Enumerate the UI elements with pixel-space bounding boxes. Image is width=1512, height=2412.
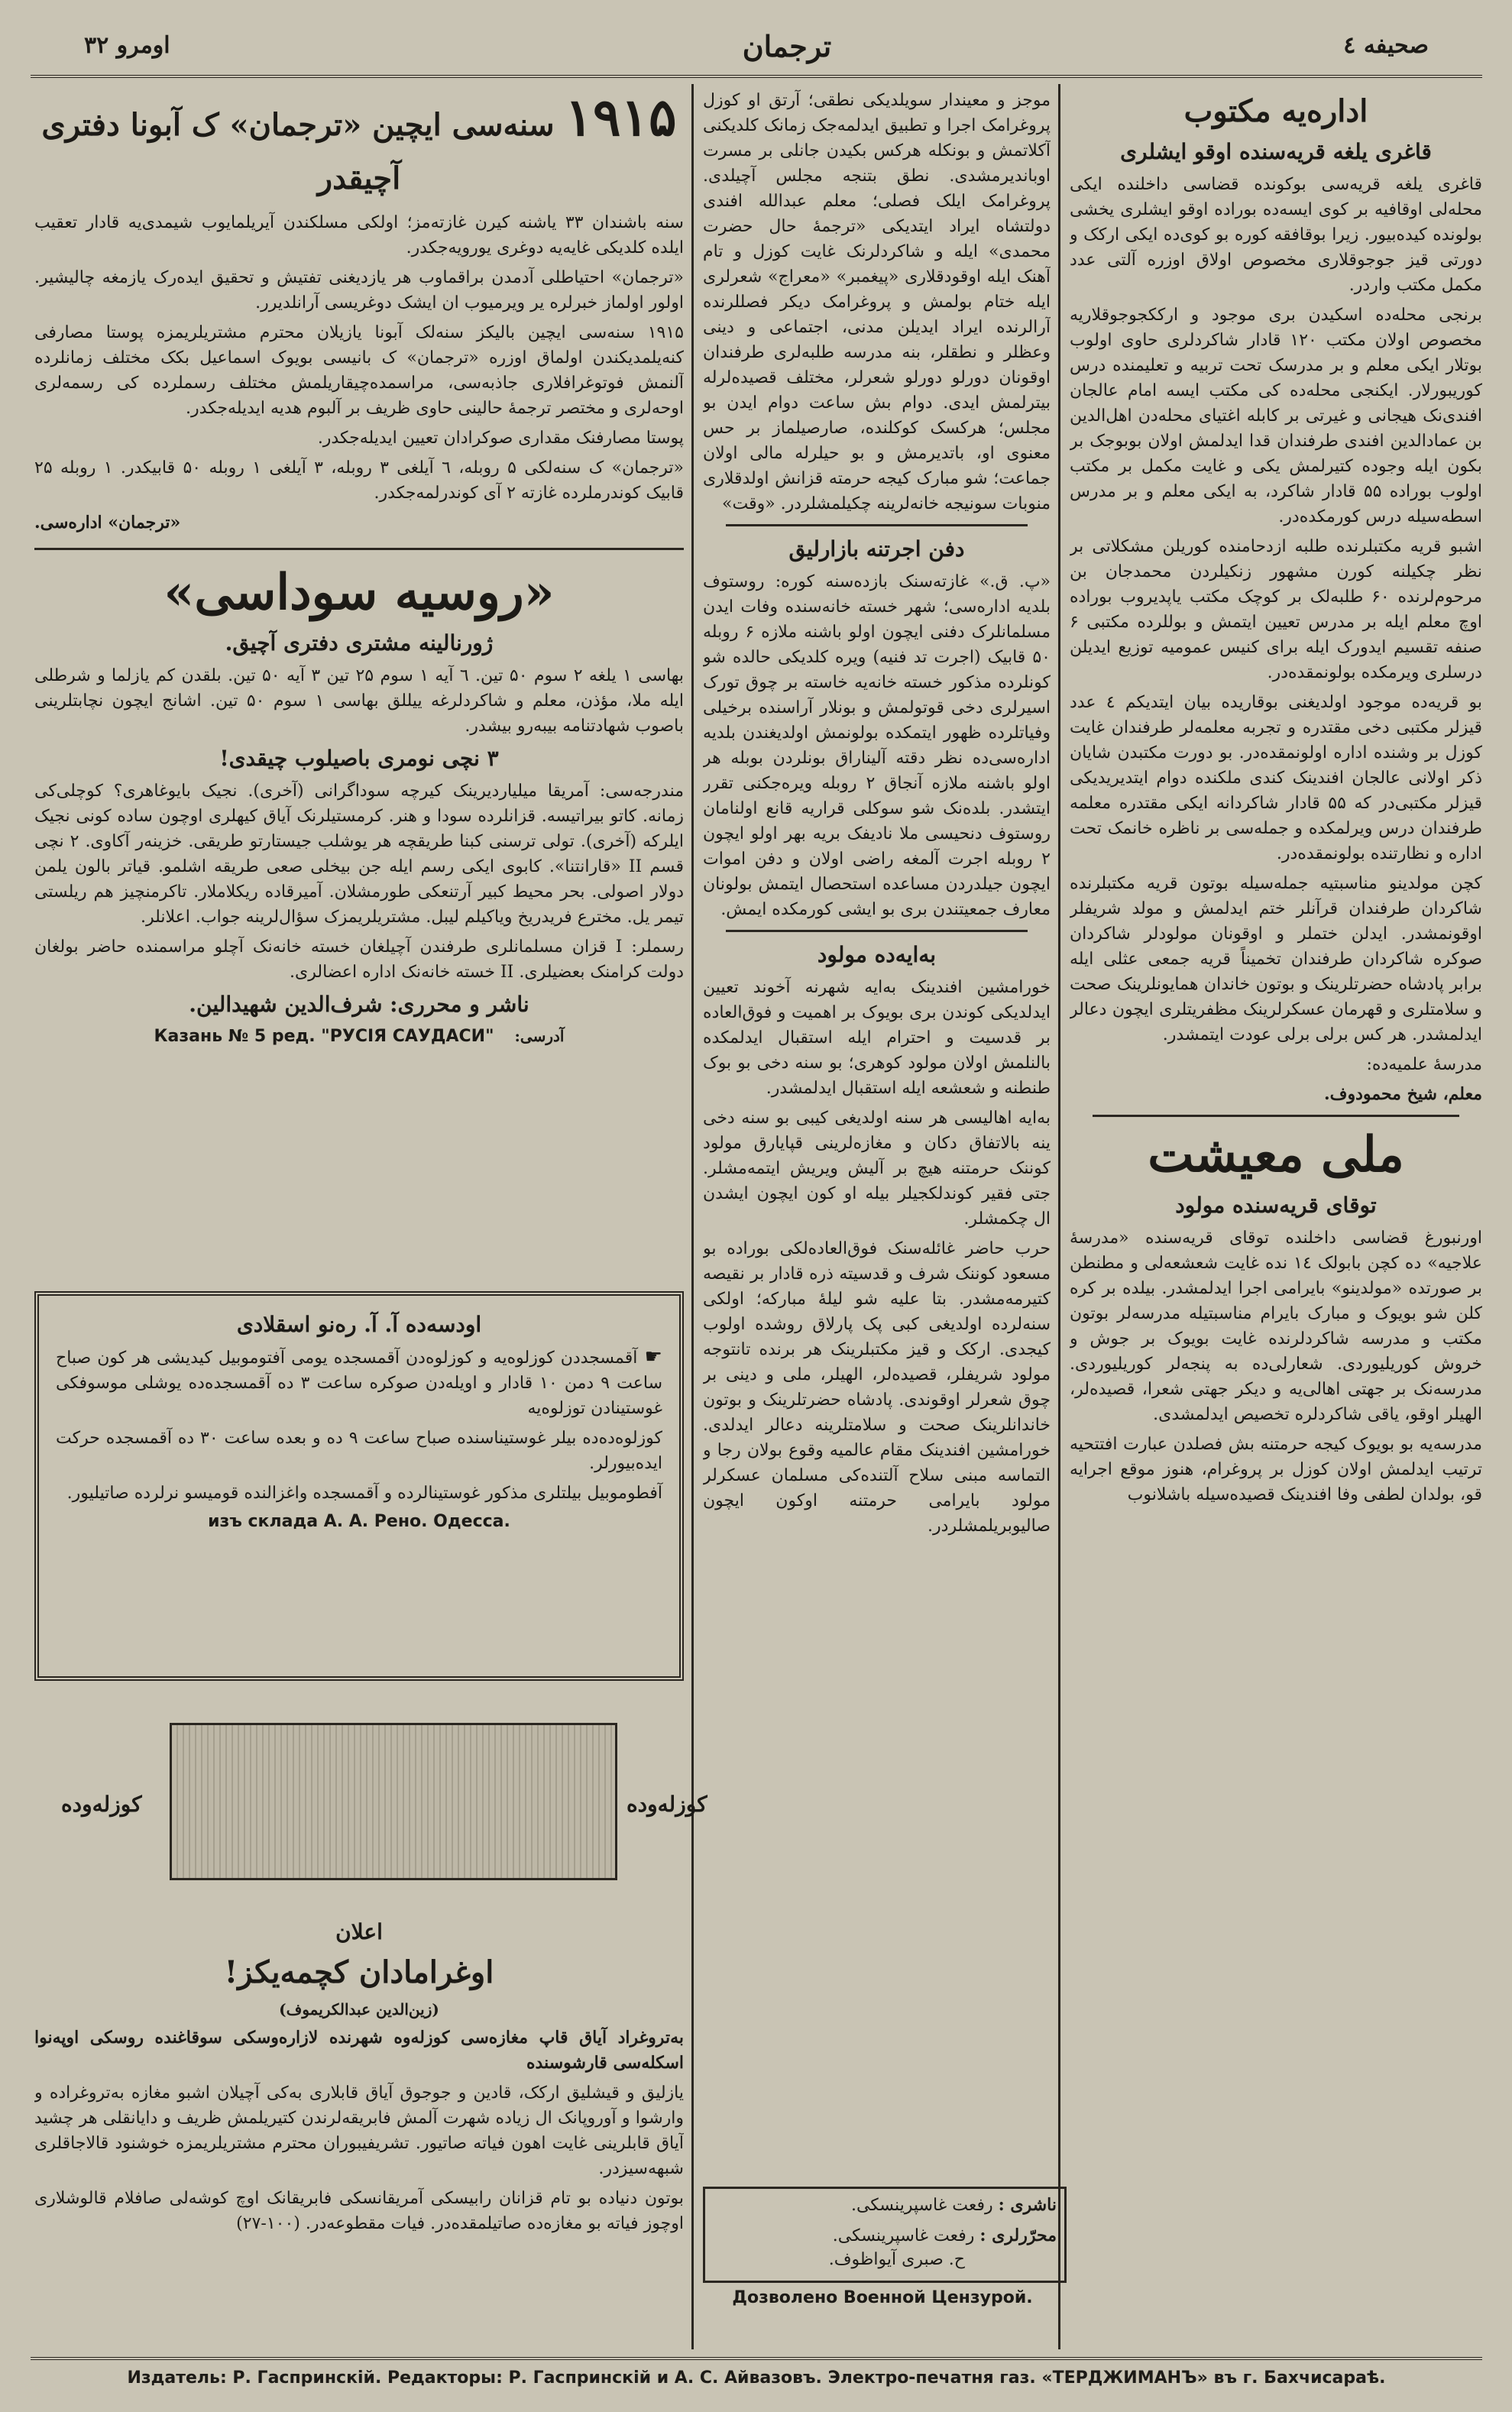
box-ad-footer: изъ склада А. А. Рено. Одесса. [208, 1512, 510, 1531]
ad-paragraph: مندرجه‌سی: آمریقا میلیاردیرینک کیرچه سوداگرانی (آخری). نجیک بایوغاهری؟ کوچلی‌کی زمانه. کاتو بیراتیسه. قزانلرده سودا و هنر. کرمستیلرنک آیاق کیهلری اوچون ساده کونی نجیک ایلرکه (آخری). تولی ترسنی کبنا طریقچه هر یوشلب جیستارتو طریقی. خزینه‌ر آکاوی. ۲ نچی قسم II «قارانتنا». کابوی ایکی رسم ایله جن بیخلی صعی طریقه اشلمو. قیاتر بالون یلمن دولار اصولی. بحر محیط کبیر آرتنعکی طورمشلان. آمیرقاده ریکلاملار. تاکرمنچیز هم ریلستی تیمر یل. مخترع فرید‌ریخ ویاکیلم لیبل. مشتریلریمزک سؤال‌لرینه جواب. اعلانلر. [34, 782, 684, 927]
section-divider [34, 548, 684, 550]
section-divider [726, 524, 1028, 526]
ad-paragraph: بوتون دنیاده بو تام قزانان رابیسکی آمریقانسکی فابریقانک اوچ کوشه‌لی صافلام قالوشلاری اوچوز فیاته بو مغازه‌ده صاتیلمقده‌در. فیات مقطوعه‌در. (۱۰۰-۲۷) [34, 2189, 684, 2233]
article-paragraph: بو قریه‌ده موجود اولدیغنی بوقاریده بیان ایتدیکم ٤ عدد قیزلر مکتبی دخی مقتدره و تجربه معلمه‌لر طرفندان غایت کوزل بر وشنده اداره اولونمقده‌در. بو دورت مکتبدن شایان ذکر اولانی عالجان افندینک کندی ملکنده دوام ایتدیریدیکی قیزلر مکتبی‌در که ۵۵ قادار شاکردانه ایکی مقتدره معلمه طرفندان درس ویرلمکده و جمله‌سی بر ناظره خانمک تحت اداره و نظارتنده بولونمقده‌در. [1070, 693, 1482, 863]
article-signature: معلم، شیخ محمودوف. [1324, 1084, 1482, 1104]
article-paragraph: پوستا مصارفنک مقداری صوکرادان تعیین ایدیله‌جکدر. [317, 429, 684, 448]
shoe-illustration [170, 1723, 617, 1880]
article-paragraph: «پ. ق.» غازته‌سنک بازده‌سنه کوره: روستوف بلدیه اداره‌سی؛ شهر خسته خانه‌سنده وفات ایدن مسلمانلرک دفنی ایچون اولو باشنه ملازه ۶ روبله ۵۰ قابیک (اجرت تد فنیه) ویره کلدیکی حالده شو کونلرده مذکور خسته خانه‌یه خاسته بر چوق تورک اسیرلری دخی قوتولمش و بونلار آراسنده برخیلی وفیاتلرده ظهور ایتمکده بولونمش اولدیغندن بلدیه اداره‌سی‌ده نظر دقته آلیناراق بونلردن بوبله هر اولو باشنه ملازه آنجاق ۲ روبله ویره‌جکنی تقرر ایتشدر. بلده‌نک شو سوکلی قراریه قانع اولنامان روستوف دنحیسی ملا نادیفک بریه بهر اولو ایچون ۲ روبله اجرت آلمغه راضی اولان و دفن اموات ایچون جیلدردن مساعده استحصال ایتمش بولونان معارف جمعیتندن بری بو ایشی کورمکده ایمش. [703, 572, 1051, 919]
editor-row [713, 2226, 1057, 2245]
ad-subtitle: ژورنالینه مشتری دفتری آچیق. [225, 630, 494, 656]
shoe-store-ad [34, 1914, 684, 2349]
pointing-hand-icon: ☛ [637, 1345, 662, 1368]
ad-address-label: آدرسی: [514, 1027, 565, 1045]
article-paragraph: به‌ایه اهالیسی هر سنه اولدیغی کیبی بو سنه دخی ینه بالاتفاق دکان و مغازه‌لرینی قپایارق مولود کوننک حرمتنه هیچ بر آلیش ویریش ایتمه‌مشلر. جتی فقیر کوندلکجیلر بیله او کون ایچون ایشدن ال چکمشلر. [703, 1109, 1051, 1229]
box-ad-paragraph: کوزلوه‌ده‌ده بیلر غوستیناسنده صباح ساعت ۹ ده و بعده ساعت ۳۰ ده آقمسجده حرکت ایده‌بیورلر. [56, 1429, 662, 1473]
publisher-label: ناشری : [998, 2195, 1057, 2215]
article-paragraph: ۱۹۱۵ سنه‌سی ایچین بالیکز سنه‌لک آبونا یازیلان محترم مشتریلریمزه پوستا مصارفی کنه‌یلمدیکندن اولماق اوزره «ترجمان» ک بانیسی بویوک اسماعیل بکک مختلف زمانلرده آلنمش فوتوغرافلاری جاذبه‌سی، مراسمده‌چیقاریلمش مختلف رسملرده کی رسمه‌لری اوحه‌لری و مختصر ترجمهٔ حالینی حاوی ظریف بر آلبوم هدیه ایدیله‌جکدر. [34, 323, 684, 418]
section-title: ملی معیشت [1148, 1126, 1404, 1183]
editors-label: محرّرلری : [979, 2226, 1057, 2245]
article-title: اداره‌یه مکتوب [1183, 93, 1368, 129]
article-paragraph: مدرسه‌یه بو بویوک کیجه حرمتنه بش فصلدن عبارت افتتحیه ترتیب ایدلمش اولان کوزل بر پروغرام، هنوز موقع اجرایه قو، بولدان لطفی وفا افندینک قصیده‌سیله باشلانوب [1070, 1435, 1482, 1504]
ad-title: اوغرامادان کچمه‌یکز! [224, 1954, 494, 1990]
box-ad-text: آقمسجددن کوزلوه‌یه و کوزلوه‌دن آقمسجده یومی آفتوموبیل کیدیشی هر کون صباح ساعت ۹ دمن ۱۰ قادار و اویله‌دن صوکره ساعت ۳ ده آقمسجده‌ده یوشلی موسوفکی غوستینادن توزلوه‌یه [56, 1348, 663, 1418]
automobile-ad-box [34, 1291, 684, 1681]
page-number: صحیفه ٤ [1343, 32, 1429, 59]
section-title: دفن اجرتنه بازارلیق [788, 536, 965, 562]
censor-note: Дозволено Военной Цензурой. [732, 2288, 1033, 2307]
article-closing: مدرسهٔ علمیه‌ده: [1366, 1055, 1482, 1074]
article-paragraph: «ترجمان» احتیاطلی آدمدن براقماوب هر یازدیغنی تفتیش و تحقیق ایده‌رک یازمغه چالیشیر. اولور اولماز خبرلره یر ویرمیوب ان ایشک دوغریسی آرانلدیرر. [34, 268, 684, 312]
editor-name: ح. صبری آیواظوف. [828, 2250, 965, 2269]
ad-title: «روسیه سوداسی» [164, 564, 555, 621]
box-ad-paragraph [56, 1345, 662, 1421]
masthead-title: ترجمان [742, 29, 832, 63]
ad-address-row [34, 1025, 684, 1048]
masthead-credits-box [703, 2187, 1067, 2283]
article-subtitle: قاغری یلغه قریه‌سنده اوقو ایشلری [1120, 139, 1432, 164]
page-header [31, 21, 1482, 78]
subscription-sign: «ترجمان» اداره‌سی. [34, 513, 181, 533]
ad-address: Казань № 5 ред. "РУСIЯ САУДАСИ" [154, 1027, 494, 1046]
subscription-header [34, 88, 684, 206]
editor-name: رفعت غاسپرینسکی. [832, 2226, 975, 2245]
ad-head: اعلان [335, 1919, 383, 1944]
illustration-label-right: کوزله‌وده [626, 1792, 707, 1817]
article-paragraph: برنجی محله‌ده اسکیدن بری موجود و ارککجوجوقلاریه مخصوص اولان مکتب ۱۲۰ قادار شاکردلری حاوی اولوب بوتلار ایکی معلم و بر مدرسک تحت تربیه و تعلیمنده درس کوریبورلار. ایکنجی محله‌ده کی مکتب ایسه امام عالجان افندی‌نک هیجانی و غیرتی بر کابله اغتیای محله‌دن اهل‌الدین بن عمادالدین افندی طرفندان قدا ایدلمش اولان بوبوجک بر بکون ایله وجوده کتیرلمش یکی و غایت مکمل بر مکتب اولوب بوراده ۵۵ قادار شاکرد، به ایکی معلم و بر مدرس اسطه‌سیله درس کورمکده‌در. [1070, 306, 1482, 526]
ad-merchant-name: (زین‌الدین عبدالکریموف) [279, 2000, 439, 2019]
box-ad-title: اودسه‌ده آ. آ. ره‌نو اسقلادی [236, 1312, 482, 1337]
publisher-name: رفعت غاسپرینسکی. [850, 2196, 993, 2215]
box-ad-paragraph: آفطوموبیل بیلتلری مذکور غوستینالرده و آقمسجده واغزالنده قومیسو نرلرده صاتیلیور. [66, 1484, 662, 1503]
article-paragraph: کچن مولدینو مناسبتیه جمله‌سیله بوتون قریه مکتبلرنده شاکردان طرفندان قرآنلر ختم ایدلمش و مولد شریفلر اوقونمشدر. ایدلن ختملر و اوقونان مولودلر شاکردان صوکره شاکردان طرفندان تخمیناً قریه جمعی عثلی ایله برابر پادشاه حضرتلرینک و بوتون خاندان همایونلرینک صحت و سلامتلری و قهرمان عسکرلرینک مظفریتلری ایچون دعالر ایدلمشدر. هر کس برلی برلی عودت ایتمشدر. [1070, 874, 1482, 1044]
article-paragraph: خورامشین افندینک به‌ایه شهرنه آخوند تعیین ایدلدیکی کوندن بری بویوک بر اهمیت و فوق‌العاده بر قدسیت و احترام ایله استقبال ایدلمکده بالنلمش اولان مولود کوهری؛ بو سنه دخی بو بوک طنطنه و شعشعه ایله استقبال ایدلمشدر. [703, 978, 1051, 1098]
article-paragraph: اشبو قریه مکتبلرنده طلبه ازدحامنده کوریلن مشکلاتی بر نظر چکیلنه کورن مشهور زنکیلردن محمدجان بن مرحوم‌لرنده ۶۰ طلبه‌لک بر کوچک مکتب یاپدیروب بوراده اوچ معلم ایله بر مدرس تعیین ایتمش و بوللرده مکتبی ۶ صنفه تقسیم ایدورک ایله برای کنیس عمومیه توزیع ایدیلن درسلری ویرمکده بولونمقده‌در. [1070, 537, 1482, 682]
issue-number: اومرو ۳۲ [84, 32, 170, 59]
column-rule-left [691, 84, 694, 2349]
column-rule-right [1058, 84, 1060, 2349]
editor-row [713, 2250, 1057, 2269]
section-divider [1093, 1115, 1459, 1117]
illustration-label-left: کوزله‌وده [61, 1792, 142, 1817]
article-paragraph: موجز و معیندار سویلدیکی نطقی؛ آرتق او کوزل پروغرامک اجرا و تطبیق ایدلمه‌جک زمانک کلدیکنی آکلاتمش و بونکله هرکس بکیدن جانلی بر مسرت اوباندیرمشدی. نطق بتنجه مجلس آچیلدی. پروغرامک ایلک فصلی؛ معلم عبدالله افندی دولتشاه ایراد ایتدیکی «ترجمهٔ حال حضرت محمدی» ایله و شاکردلرنک غایت کوزل و تام آهنک ایله اوقودقلاری «پیغمبر» «معراج» شعرلری ایله ختام بولمش و پروغرامک دیکر فصللرنده آرالرنده ایراد ایدیلن مدنی، اجتماعی و دینی وعظلر و نطقلر، بنه مدرسه طلبه‌لری طرفندان اوقونان دورلو دورلو شعرلر، مختلف قصیده‌لرله بیترلمش ایدی. دوام بش ساعت دوام ایدن بو مجلس؛ هرکسک کوکلنده، صارصیلماز بر حس معنوی او، باتدیرمش و بو حیلرله مالی اولان جماعت؛ شو مبارک کیجه حرمته قزانش اولدقلاری منوبات سونیجه خانه‌لرینه چکیلمشلردر. «وقت» [703, 91, 1051, 513]
article-paragraph: «ترجمان» ک سنه‌لکی ۵ روبله، ٦ آیلغی ۳ روبله، ۳ آیلغی ۱ روبله ۵۰ قابیکدر. ۱ روبله ۲۵ قابیک کوندرملرده غازته ۲ آی کوندرلمه‌جکدر. [34, 458, 684, 503]
article-paragraph: حرب حاضر غائله‌سنک فوق‌العاده‌لکی بوراده بو مسعود کوننک شرف و قدسیته ذره قادار بر نقیصه کتیرمه‌مشدر. بتا علیه شو لیلهٔ مبارکه؛ اولکی سنه‌لرده اولدیغی کبی پک پارلاق روشده اولوب کیجدی. ارکک و قیز مکتبلرینک هر برنده تانتوجه مولود شریفلر، قصیده‌لر، الهیلر، ملی و دینی بر چوق شعرلر اوقوندی. پادشاه حضرتلرینک و بوتون خاندانلرینک صحت و سلامتلرینه دعالر ایدلدی. خورامشین افندینک مقام عالمیه وقوع بولان رجا و التماسه مبنی سلاح آلتنده‌کی مسلمان عسکرلر مولود بایرامی حرمتنه اوکون ایچون صالیوبریلمشلردر. [703, 1239, 1051, 1536]
subscription-title: سنه‌سی ایچین «ترجمان» ک آبونا دفتری آچیقدر [41, 107, 555, 196]
ad-paragraph: رسملر: I قزان مسلمانلری طرفندن آچیلغان خسته خانه‌نک آچلو مراسمنده حاضر بولغان دولت کرامنک بعضیلری. II خسته خانه‌نک اداره اعضالری. [34, 937, 684, 982]
section-divider [726, 930, 1028, 932]
section-subtitle: توقای قریه‌سنده مولود [1175, 1193, 1377, 1218]
column-left [34, 88, 684, 1280]
column-right [1070, 88, 1482, 2349]
ad-subheading: ۳ نچی نومری باصیلوب چیقدی! [219, 746, 499, 771]
column-middle [703, 88, 1051, 2174]
ad-paragraph: بهاسی ۱ یلغه ۲ سوم ۵۰ تین. ٦ آیه ۱ سوم ۲۵ تین ۳ آیه ۵۰ تین. بلقدن کم یازلما و شرطلی ایله ملا، مؤذن، معلم و شاکردلرغه ییللق بهاسی ۱ سوم ۵۰ تین. اشانج ایچون نچابتلرینی باصوب شهادتنامه بیبه‌رو بیشدر. [34, 666, 684, 736]
imprint-footer: Издатель: Р. Гаспринскій. Редакторы: Р. Гаспринскій и А. С. Айвазовъ. Электро-печатня газ. «ТЕРДЖИМАНЪ» въ г. Бахчисараѣ. [31, 2357, 1482, 2397]
article-paragraph: سنه باشندان ۳۳ یاشنه کیرن غازته‌مز؛ اولکی مسلکندن آیریلمایوب شیمدی‌یه قادار تعقیب ایلده کلدیکی غایه‌یه دوغری یورویه‌جکدر. [34, 213, 684, 257]
publisher-row [713, 2195, 1057, 2215]
ad-paragraph: به‌تروغراد آیاق قاپ مغازه‌سی کوزله‌وه شهرنده لازاره‌وسکی سوقاغنده روسکی اوپه‌نوا اسکله‌سی قارشوسنده [34, 2028, 684, 2073]
section-title: به‌ایه‌ده مولود [817, 942, 937, 967]
ad-publisher: ناشر و محرری: شرف‌الدین شهیدالین. [189, 992, 529, 1017]
ad-paragraph: یازلیق و قیشلیق ارکک، قادین و جوجوق آیاق قابلاری به‌کی آچیلان اشبو مغازه به‌تروغراده و وارشوا و آوروپانک ال زیاده شهرت آلمش فابریقه‌لرندن کتیریلمش ظریف و دایانقلی هر چشید آیاق قابلرینی غایت اهون فیاته صاتیور. تشریفیبوران محترم مشتریلریمزه خوشنود قالاجاقلری شبهه‌سیزدر. [34, 2083, 684, 2178]
article-paragraph: قاغری یلغه قریه‌سی بوکونده قضاسی داخلنده ایکی محله‌لی اوقافیه بر کوی ایسه‌ده بوراده اوقو ایشلری یخشی بولونده کیده‌بیور. زیرا بوقافقه کوره بو کوی‌ده ایکی ارکک و دورتی قیز جوجوقلاری مخصوص اولاق اوزره آلتی عدد مکمل مکتب واردر. [1070, 175, 1482, 295]
article-paragraph: اورنبورغ قضاسی داخلنده توقای قریه‌سنده «مدرسهٔ علاجیه» ده کچن بابولک ۱٤ نده غایت شعشعه‌لی و مطنطن بر صورتده «مولدینو» بایرامی اجرا ایدلمشدر. بیلده بر کره کلن شو بویوک و مبارک بایرام مناسبتیله مدرسه‌لر بوتون مکتب و مدرسه شاکردلرنده غایت بویوک بر جوش و خروش کوریلیوردی. شعارلی‌ده به پنجه‌لر کوریلیوردی. مدرسه‌نک بر جهتی اهالی‌یه و دیکر جهتی شعرا، قصیده‌لر، الهیلر اوقو، یاقی شاکردلره تخصیص ایدلمشدی. [1070, 1229, 1482, 1424]
year-number: ۱۹۱۵ [565, 88, 677, 148]
